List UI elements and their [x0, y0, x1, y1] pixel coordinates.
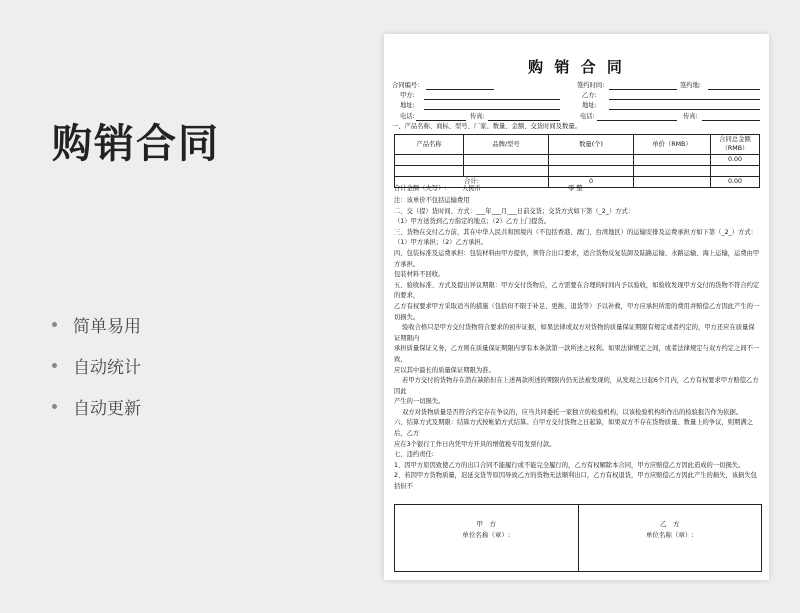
- amount-label: 合计金额（大写）:: [394, 185, 447, 192]
- clause-line: 七、违约责任:: [394, 451, 434, 459]
- phone-b-label: 电话:: [580, 113, 595, 120]
- clause-line: 乙方有权要求甲方采取适当的措施（包括但不限于补足、更换、退货等）予以补救，甲方应承担所需的费用并赔偿乙方因此产生的一切损失。: [394, 302, 760, 321]
- header-row-4: [384, 112, 769, 122]
- clause-line: 六、结算方式及期限：结算方式按帐销方式结算。自甲方交付货物之日起算，如果双方不存在货物质量、数量上的争议，则期满之后，乙方: [394, 419, 753, 438]
- sign-place-label: 签约地:: [680, 82, 702, 89]
- party-b-signature[interactable]: [578, 505, 762, 571]
- clause-line: 四、包装标准及运费承担：包装材料由甲方提供，须符合出口要求，适合货物反复装卸及陆路运输、水路运输、海上运输，运费由甲方承担。: [394, 249, 760, 268]
- table-cell[interactable]: [711, 165, 760, 176]
- phone-a-label: 电话:: [400, 113, 415, 120]
- clause-line: 承担质量保证义务，乙方则在质量保证期限内享有本条款第一款所述之权利。如果法律规定之间，或者法律规定与双方约定之间不一致，: [394, 345, 760, 363]
- bullet-icon: [52, 322, 57, 327]
- table-cell[interactable]: [395, 165, 464, 176]
- amount-row: [384, 184, 769, 194]
- contract-no-label: 合同编号：: [392, 82, 424, 89]
- table-row: [395, 165, 760, 176]
- feature-label: 自动更新: [73, 398, 141, 419]
- contract-title: 购 销 合 同: [528, 58, 625, 76]
- bullet-icon: [52, 404, 57, 409]
- address-b-label: 地址:: [582, 102, 597, 109]
- party-b-field[interactable]: [609, 91, 760, 100]
- table-cell[interactable]: [395, 154, 464, 165]
- subtotal-label: 合计:: [395, 176, 549, 187]
- clause-line: 验收合格只是甲方交付货物符合要求的初步证据，如果法律或双方对货物的质量保证期限有规定或者约定的，甲方还应在质量保证期限内: [394, 324, 755, 342]
- amount-words: 零 整: [568, 185, 583, 192]
- column-header: 品牌/型号: [464, 135, 549, 155]
- sign-place-field[interactable]: [708, 81, 760, 90]
- clause-line: 包装材料不回收。: [394, 271, 445, 279]
- fax-b-field[interactable]: [702, 112, 760, 121]
- fax-a-label: 传真:: [470, 113, 485, 120]
- table-header-row: [395, 135, 760, 155]
- header-row-1: [384, 81, 769, 91]
- bullet-icon: [52, 363, 57, 368]
- table-cell[interactable]: [549, 154, 634, 165]
- party-a-label: 甲方:: [400, 92, 415, 99]
- clause-line: （1）甲方承担；（2）乙方承担。: [394, 239, 488, 247]
- column-header: 产品名称: [395, 135, 464, 155]
- table-cell: 0.00: [711, 154, 760, 165]
- table-cell[interactable]: [464, 154, 549, 165]
- table-cell[interactable]: [634, 154, 711, 165]
- feature-item: [52, 354, 141, 376]
- clause-line: 三、货物在交付乙方前，其在中华人民共和国境内（不包括香港、澳门、台湾地区）的运输安排及运费承担方如下第（_2_）方式：: [394, 228, 757, 236]
- fax-b-label: 传真:: [683, 113, 698, 120]
- fax-a-field[interactable]: [488, 112, 560, 121]
- phone-b-field[interactable]: [597, 112, 677, 121]
- table-cell[interactable]: [634, 165, 711, 176]
- header-row-2: [384, 91, 769, 101]
- contract-clauses: [394, 196, 760, 493]
- feature-item: [52, 313, 141, 335]
- feature-list: [52, 313, 141, 436]
- party-b-unit-label: 单位名称（章）:: [645, 531, 694, 539]
- party-a-sign-title: 甲 方: [476, 520, 496, 528]
- table-cell[interactable]: [549, 165, 634, 176]
- subtotal-qty: 0: [549, 176, 634, 187]
- clause-line: 若甲方交付的货物存在潜在缺陷但在上述两款所述的期限内仍无法被发现的，从发现之日起6个月内，乙方有权要求甲方赔偿乙方因此: [394, 377, 759, 395]
- clause-line: 注：该单价不包括运输费用: [394, 197, 470, 204]
- section-1-title: 一、产品名称、商标、型号、厂家、数量、金额、交货时间及数量。: [392, 123, 581, 130]
- column-header: 单价（RMB）: [634, 135, 711, 155]
- clause-line: 五、验收标准、方式及提出异议期限：甲方交付货物后，乙方需要在合理的时间内予以验收，如验收发现甲方交付的货物不符合约定的要求，: [394, 281, 760, 300]
- sign-time-label: 签约时间:: [577, 82, 605, 89]
- party-a-field[interactable]: [424, 91, 560, 100]
- column-header: 数量(个): [549, 135, 634, 155]
- address-a-field[interactable]: [424, 101, 560, 110]
- subtotal-amount: 0.00: [711, 176, 760, 187]
- party-b-label: 乙方:: [582, 92, 597, 99]
- currency-label: 人民币: [462, 185, 481, 192]
- clause-line: 应以其中最长的质量保证期限为准。: [394, 366, 495, 374]
- clause-line: 应在3个银行工作日内凭甲方开具的增值税专用发票付款。: [394, 440, 556, 448]
- header-row-3: [384, 101, 769, 111]
- contract-document: [384, 34, 769, 580]
- page-title: 购销合同: [52, 121, 220, 167]
- table-cell[interactable]: [464, 165, 549, 176]
- contract-no-field[interactable]: [426, 81, 494, 90]
- clause-line: 二、交（提）货时间、方式：___年___月___日前交货；交货方式如下第（_2_）方式：: [394, 207, 635, 215]
- clause-line: 1、因甲方原因致使乙方的出口合同不能履行或不能完全履行的，乙方有权解除本合同，甲方应赔偿乙方因此造成的一切损失。: [394, 461, 745, 469]
- party-a-signature[interactable]: [395, 505, 578, 571]
- address-a-label: 地址:: [400, 102, 415, 109]
- sign-time-field[interactable]: [609, 81, 677, 90]
- party-b-sign-title: 乙 方: [660, 520, 680, 528]
- clause-line: 2、若因甲方货物质量，迟延交货等原因导致乙方的货物无法顺利出口，乙方有权退货，甲方应赔偿乙方因此产生的损失，该损失包括但不: [394, 472, 757, 491]
- clause-line: （1）甲方送货到乙方指定的地点；（2）乙方上门提货。: [394, 218, 550, 226]
- table-row: [395, 154, 760, 165]
- party-a-unit-label: 单位名称（章）:: [462, 531, 511, 539]
- column-header: 合同总金额（RMB）: [711, 135, 760, 155]
- clause-line: 双方对货物质量是否符合约定存在争议的，应当共同委托一家独立的检验机构，以该检验机构所作出的检验报告作为依据。: [402, 408, 743, 416]
- feature-label: 简单易用: [73, 316, 141, 337]
- signature-box: [394, 504, 762, 572]
- phone-a-field[interactable]: [416, 112, 466, 121]
- feature-label: 自动统计: [73, 357, 141, 378]
- address-b-field[interactable]: [609, 101, 760, 110]
- clause-line: 产生的一切损失。: [394, 398, 445, 406]
- goods-table: [394, 134, 760, 188]
- feature-item: [52, 395, 141, 417]
